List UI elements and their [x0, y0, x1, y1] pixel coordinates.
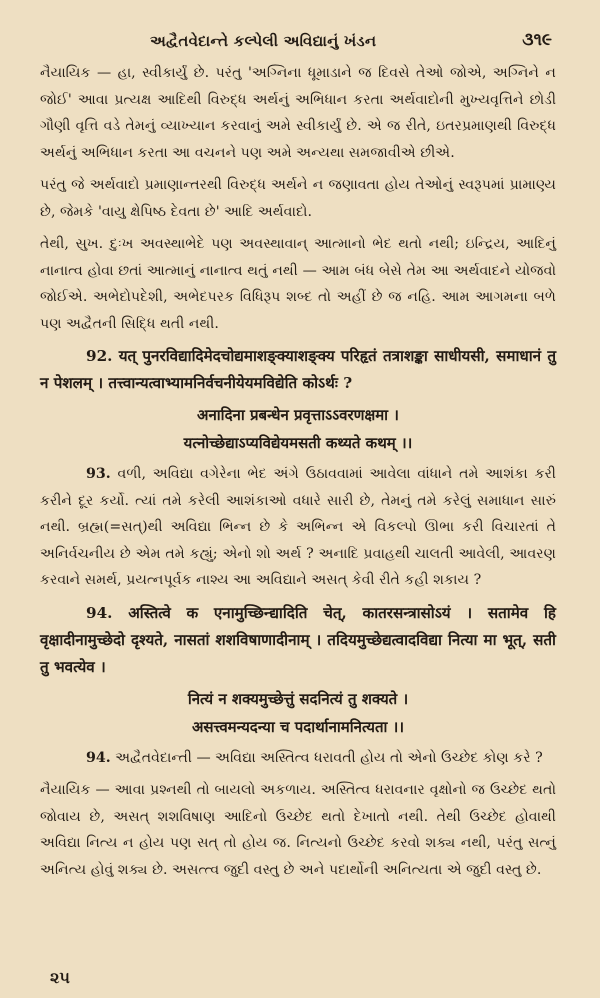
verse-2 — [40, 685, 556, 741]
section-number-92: 92. — [86, 347, 113, 365]
sanskrit-text-92: यत् पुनरविद्यादिमेदचोद्यमाशङ्क्याशङ्क्य परिहृतं तत्राशङ्का साधीयसी, समाधानं तु न पेशलम् । तत्त्वान्यत्वाभ्यामनिर्वचनीयेयमविद्येति कोऽर्थः ? — [40, 347, 556, 392]
page-header — [40, 28, 556, 60]
verse-1-line-1: अनादिना प्रबन्धेन प्रवृत्ताऽऽवरणक्षमा । — [197, 406, 399, 424]
paragraph-94-question-text: અદ્વૈતવેદાન્તી — અવિદ્યા અસ્તિત્વ ધરાવતી હોય તો એનો ઉચ્છેદ કોણ કરે ? — [115, 749, 543, 766]
paragraph-94-answer: નૈયાયિક — આવા પ્રશ્નથી તો બાયલો અકળાય. અસ્તિત્વ ધરાવનાર વૃક્ષોનો જ ઉચ્છેદ થતો જોવાય છે, અસત્ શશવિષાણ આદિનો ઉચ્છેદ થતો દેખાતો નથી. તેથી ઉચ્છેદ હોવાથી અવિદ્યા નિત્ય ન હોય પણ સત્ તો હોય જ. નિત્યનો ઉચ્છેદ કરવો શક્ય નથી, પરંતુ સત્નું અનિત્ય હોવું શક્ય છે. અસત્ત્વ જુદી વસ્તુ છે અને પદાર્થોની અનિત્યતા એ જુદી વસ્તુ છે. — [40, 782, 556, 878]
sanskrit-passage-92 — [40, 343, 556, 397]
verse-1-line-2: यत्नोच्छेद्याऽप्यविद्येयमसती कथ्यते कथम् ।। — [183, 434, 413, 452]
paragraph-conclusion: તેથી, સુખ. દુઃખ અવસ્થાભેદે પણ અવસ્થાવાન્ આત્માનો ભેદ થતો નથી; ઇન્દ્રિય, આદિનું નાનાત્વ હોવા છતાં આત્માનું નાનાત્વ થતું નથી — આમ બંધ બેસે તેમ આ અર્થવાદને યોજવો જોઈએ. અભેદોપદેશી, અભેદપરક વિધિરૂપ શબ્દ તો અહીં છે જ નહિ. આમ આગમના બળે પણ અદ્વૈતની સિદ્ધિ થતી નથી. — [40, 236, 556, 332]
page-number: ૩૧૯ — [522, 30, 552, 50]
paragraph-93 — [40, 461, 556, 594]
paragraph-94-question — [40, 745, 556, 772]
sanskrit-text-94: अस्तित्वे क एनामुच्छिन्द्यादिति चेत्, कातरसन्त्रासोऽयं । सतामेव हि वृक्षादीनामुच्छेदो दृश्यते, नासतां शशविषाणादीनाम् । तदियमुच्छेद्यत्वादविद्या नित्या मा भूत्, सती तु भवत्येव । — [40, 603, 556, 676]
verse-2-line-1: नित्यं न शक्यमुच्छेत्तुं सदनित्यं तु शक्यते । — [187, 689, 409, 708]
paragraph-naiyayika-reply: નૈયાયિક — હા, સ્વીકાર્યું છે. પરંતુ 'અગ્નિના ધૂમાડાને જ દિવસે તેઓ જોએ, અગ્નિને ન જોઈ' આવા પ્રત્યક્ષ આદિથી વિરુદ્ધ અર્થનું અભિધાન કરતા અર્થવાદોની મુખ્યવૃત્તિને છોડી ગૌણી વૃત્તિ વડે તેમનું વ્યાખ્યાન કરવાનું અમે સ્વીકાર્યું છે. એ જ રીતે, ઇતરપ્રમાણથી વિરુદ્ધ અર્થનું અભિધાન કરતા આ વચનને પણ અમે અન્યથા સમજાવીએ છીએ. — [40, 65, 556, 161]
running-title: અદ્વૈતવેદાન્તે કલ્પેલી અવિદ્યાનું ખંડન — [150, 32, 377, 50]
verse-2-line-2: असत्त्वमन्यदन्या च पदार्थानामनित्यता ।। — [191, 717, 405, 736]
section-number-94-sanskrit: 94. — [86, 603, 113, 622]
signature-mark: ૨૫ — [50, 968, 70, 987]
section-number-93: 93. — [86, 466, 111, 482]
sanskrit-passage-94 — [40, 600, 556, 681]
paragraph-93-text: વળી, અવિદ્યા વગેરેના ભેદ અંગે ઉઠાવવામાં આવેલા વાંધાને તમે આશંકા કરી કરીને દૂર કર્યો. ત્યાં તમે કરેલી આશંકાઓ વધારે સારી છે, તેમનું તમે કરેલું સમાધાન સારું નથી. બ્રહ્મ(=સત્)થી અવિદ્યા ભિન્ન છે કે અભિન્ન એ વિકલ્પો ઊભા કરી વિચારતાં તે અનિર્વચનીય છે એમ તમે કહ્યું; એનો શો અર્થ ? અનાદિ પ્રવાહથી ચાલતી આવેલી, આવરણ કરવાને સમર્થ, પ્રયત્નપૂર્વક નાશ્ય આ અવિદ્યાને અસત્ કેવી રીતે કહી શકાય ? — [40, 466, 556, 588]
section-number-94: 94. — [86, 749, 111, 766]
verse-1 — [40, 401, 556, 457]
paragraph-arthavada: પરંતુ જે અર્થવાદો પ્રમાણાન્તરથી વિરુદ્ધ અર્થને ન જણાવતા હોય તેઓનું સ્વરૂપમાં પ્રામાણ્ય છે, જેમકે 'વાયુ ક્ષેપિષ્ઠ દેવતા છે' આદિ અર્થવાદો. — [40, 177, 556, 220]
